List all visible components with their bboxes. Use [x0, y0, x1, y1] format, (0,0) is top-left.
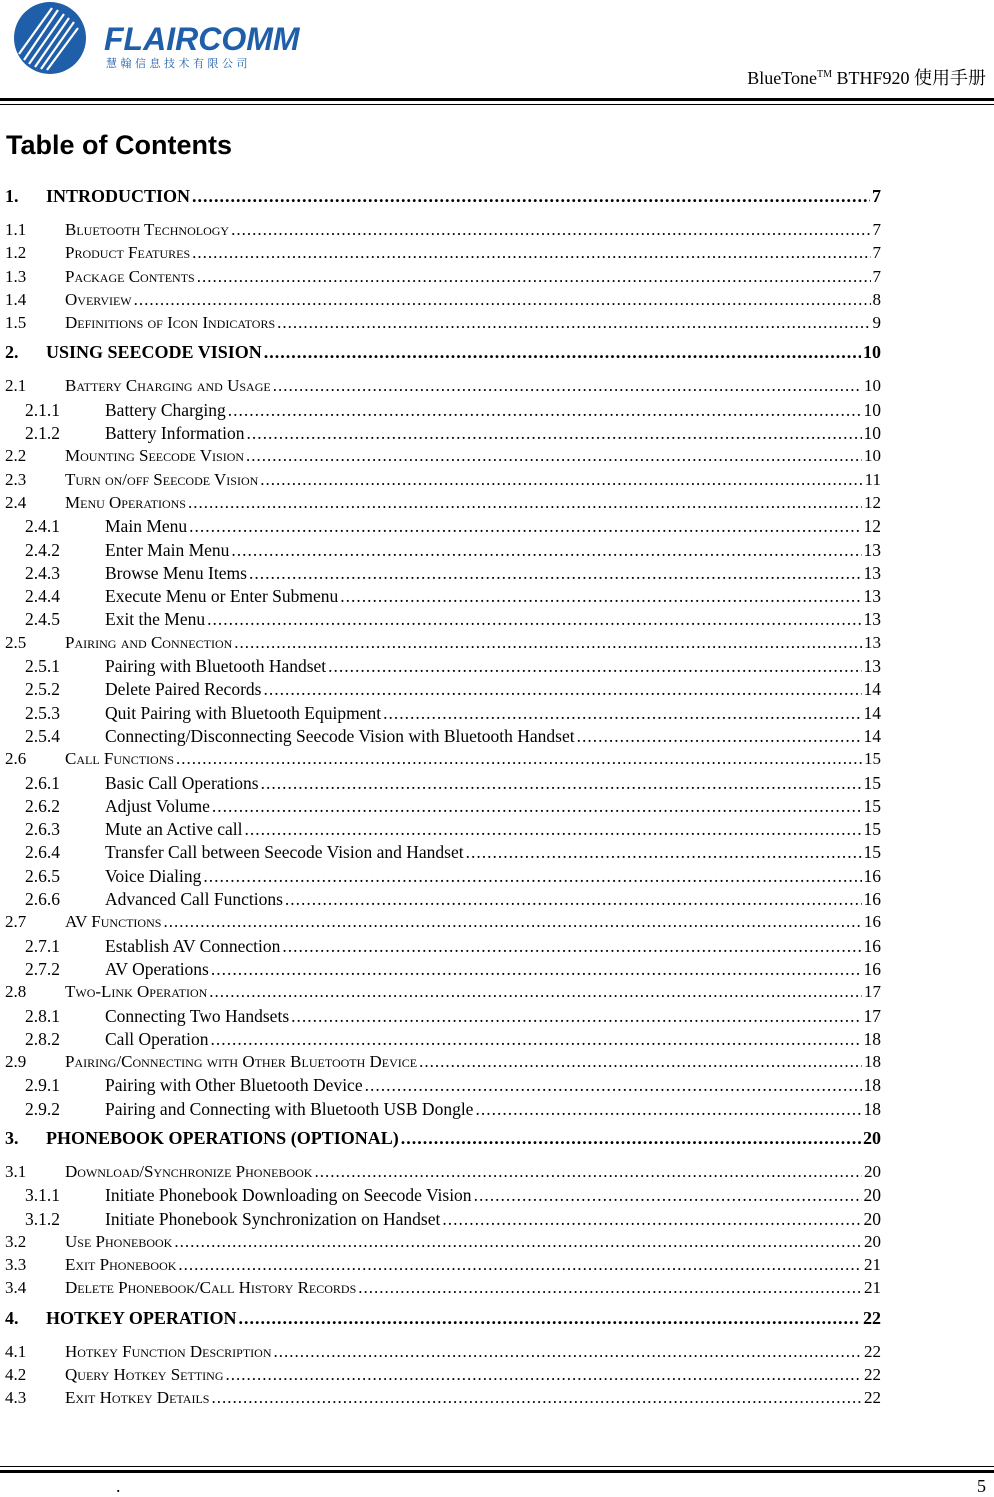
toc-entry-number: 2.6.1 [25, 772, 60, 793]
toc-entry-label: Exit Hotkey Details [65, 1388, 210, 1408]
toc-entry-number: 2.4.3 [25, 562, 60, 583]
toc-entry[interactable] [5, 1255, 881, 1278]
toc-leader-dots [176, 749, 862, 769]
toc-entry-page: 15 [864, 749, 881, 769]
toc-entry-number: 1.4 [5, 289, 27, 309]
toc-entry-number: 3.1.1 [25, 1185, 60, 1206]
toc-leader-dots [358, 1278, 862, 1298]
toc-entry[interactable] [5, 1278, 881, 1301]
toc-entry-page: 7 [872, 220, 881, 239]
toc-leader-dots [263, 679, 861, 700]
toc-entry[interactable] [5, 749, 881, 772]
toc-entry-page: 15 [863, 772, 881, 793]
toc-entry[interactable] [5, 889, 881, 912]
toc-leader-dots [261, 773, 862, 794]
toc-entry[interactable] [5, 982, 881, 1005]
toc-entry-label: Pairing and Connection [65, 632, 233, 652]
toc-leader-dots [188, 493, 862, 513]
toc-entry-page: 13 [863, 609, 881, 630]
toc-entry[interactable] [5, 773, 881, 796]
toc-entry[interactable] [5, 313, 881, 336]
toc-entry-page: 22 [863, 1307, 881, 1328]
toc-entry-label: Connecting/Disconnecting Seecode Vision with Bluetooth Handset [105, 725, 575, 746]
toc-entry-page: 13 [863, 562, 881, 583]
toc-entry-page: 17 [863, 1005, 881, 1026]
flaircomm-logo [6, 0, 306, 80]
toc-entry-label: Exit Phonebook [65, 1255, 177, 1275]
toc-entry[interactable] [5, 400, 881, 423]
toc-entry[interactable] [5, 819, 881, 842]
toc-entry-label: Turn on/off Seecode Vision [65, 469, 259, 489]
toc-entry-number: 2.6.4 [25, 842, 60, 863]
toc-heading: Table of Contents [6, 130, 232, 160]
toc-leader-dots [203, 866, 861, 887]
header-rule-thin [0, 104, 994, 105]
toc-leader-dots [207, 609, 861, 630]
toc-entry-page: 16 [864, 912, 881, 932]
toc-entry-page: 21 [864, 1278, 881, 1298]
toc-entry-page: 10 [863, 342, 881, 363]
toc-entry-page: 21 [864, 1255, 881, 1275]
toc-entry-number: 2.5.3 [25, 702, 60, 723]
toc-entry[interactable] [5, 1052, 881, 1075]
toc-leader-dots [189, 516, 861, 537]
toc-leader-dots [340, 586, 861, 607]
toc-entry-page: 20 [864, 1161, 881, 1181]
toc-entry[interactable] [5, 540, 881, 563]
toc-entry-page: 22 [864, 1365, 881, 1385]
toc-entry-label: Pairing with Bluetooth Handset [105, 656, 327, 677]
toc-entry-label: Pairing and Connecting with Bluetooth USB Dongle [105, 1098, 474, 1119]
toc-entry-number: 3.2 [5, 1231, 27, 1251]
toc-entry-label: Voice Dialing [105, 865, 202, 886]
toc-entry-label: Exit the Menu [105, 609, 206, 630]
logo-subtitle: 慧 翰 信 息 技 术 有 限 公 司 [106, 57, 248, 70]
toc-entry[interactable] [5, 267, 881, 290]
toc-entry-number: 2.4.5 [25, 609, 60, 630]
toc-entry[interactable] [5, 493, 881, 516]
toc-leader-dots [365, 1075, 862, 1096]
toc-leader-dots [209, 982, 862, 1002]
toc-entry-label: Battery Charging [105, 399, 226, 420]
toc-entry-label: Use Phonebook [65, 1231, 173, 1251]
toc-entry-number: 2.7.1 [25, 935, 60, 956]
toc-leader-dots [231, 220, 870, 240]
toc-entry[interactable] [5, 703, 881, 726]
toc-entry-number: 2.6.5 [25, 865, 60, 886]
toc-entry-label: Browse Menu Items [105, 562, 247, 583]
toc-entry-number: 1.1 [5, 220, 27, 239]
toc-entry-number: 2.1.2 [25, 423, 60, 444]
toc-entry[interactable] [5, 186, 881, 211]
toc-leader-dots [285, 889, 862, 910]
page-number: 5 [977, 1476, 986, 1496]
toc-entry-page: 17 [864, 982, 881, 1002]
toc-entry-page: 10 [863, 399, 881, 420]
footer-rule-thick [0, 1470, 994, 1473]
toc-leader-dots [474, 1185, 862, 1206]
toc-entry-page: 12 [864, 492, 881, 512]
toc-entry-number: 3.1.2 [25, 1208, 60, 1229]
toc-entry-number: 2.5.4 [25, 725, 60, 746]
toc-entry-page: 18 [863, 1028, 881, 1049]
toc-entry-label: PHONEBOOK OPERATIONS (OPTIONAL) [46, 1127, 399, 1148]
toc-entry-label: Advanced Call Functions [105, 889, 283, 910]
toc-entry-page: 13 [864, 632, 881, 652]
toc-entry[interactable] [5, 586, 881, 609]
toc-entry-page: 10 [864, 446, 881, 466]
toc-entry[interactable] [5, 563, 881, 586]
toc-entry[interactable] [5, 423, 881, 446]
toc-entry-number: 2. [5, 342, 19, 363]
header-rule-thick [0, 98, 994, 101]
toc-entry-number: 2.2 [5, 446, 27, 466]
toc-entry[interactable] [5, 1342, 881, 1365]
toc-entry[interactable] [5, 1029, 881, 1052]
toc-entry-label: Initiate Phonebook Downloading on Seecode Vision [105, 1185, 472, 1206]
toc-entry-page: 7 [872, 266, 881, 286]
toc-leader-dots [134, 290, 871, 310]
toc-entry-page: 22 [864, 1341, 881, 1361]
toc-leader-dots [239, 1308, 861, 1329]
toc-entry[interactable] [5, 470, 881, 493]
toc-leader-dots [211, 1388, 862, 1408]
toc-entry-label: INTRODUCTION [46, 186, 191, 206]
toc-entry-page: 16 [863, 935, 881, 956]
toc-entry-number: 2.4 [5, 492, 27, 512]
toc-entry-number: 2.1 [5, 376, 27, 396]
toc-entry-page: 15 [863, 795, 881, 816]
toc-entry-number: 2.4.2 [25, 539, 60, 560]
toc-entry[interactable] [5, 376, 881, 399]
toc-entry-label: Package Contents [65, 266, 195, 286]
toc-leader-dots [383, 703, 861, 724]
toc-entry-page: 12 [863, 516, 881, 537]
toc-leader-dots [442, 1209, 861, 1230]
toc-entry[interactable] [5, 1365, 881, 1388]
toc-entry-number: 3.1 [5, 1161, 27, 1181]
toc-entry-label: Main Menu [105, 516, 188, 537]
toc-entry-page: 9 [872, 313, 881, 333]
toc-leader-dots [260, 470, 862, 490]
toc-entry[interactable] [5, 1075, 881, 1098]
toc-entry[interactable] [5, 1185, 881, 1208]
toc-entry-number: 1.2 [5, 243, 27, 263]
toc-entry[interactable] [5, 912, 881, 935]
toc-leader-dots [273, 376, 862, 396]
toc-leader-dots [328, 656, 861, 677]
toc-entry-page: 20 [863, 1185, 881, 1206]
toc-entry-number: 1.3 [5, 266, 27, 286]
toc-entry[interactable] [5, 1128, 881, 1153]
toc-entry-number: 2.5.1 [25, 656, 60, 677]
toc-leader-dots [246, 446, 862, 466]
toc-leader-dots [277, 313, 870, 333]
toc-entry-label: Quit Pairing with Bluetooth Equipment [105, 702, 382, 723]
toc-entry-label: Transfer Call between Seecode Vision and Handset [105, 842, 464, 863]
toc-leader-dots [234, 633, 862, 653]
toc-entry[interactable] [5, 1388, 881, 1411]
toc-leader-dots [249, 563, 862, 584]
toc-leader-dots [211, 1029, 862, 1050]
toc-entry-page: 7 [872, 186, 881, 206]
toc-entry[interactable] [5, 243, 881, 266]
table-of-contents [5, 180, 881, 1412]
toc-leader-dots [226, 1365, 863, 1385]
toc-entry-number: 3.3 [5, 1255, 27, 1275]
toc-entry-page: 15 [863, 842, 881, 863]
toc-entry-label: Download/Synchronize Phonebook [65, 1161, 313, 1181]
toc-leader-dots [245, 819, 862, 840]
toc-entry-number: 2.8 [5, 982, 27, 1002]
toc-entry-label: Execute Menu or Enter Submenu [105, 586, 339, 607]
toc-entry-page: 20 [864, 1231, 881, 1251]
toc-entry-number: 2.5 [5, 632, 27, 652]
toc-entry-label: Initiate Phonebook Synchronization on Handset [105, 1208, 441, 1229]
toc-entry-number: 3.4 [5, 1278, 27, 1298]
toc-entry[interactable] [5, 1099, 881, 1122]
toc-entry-page: 14 [863, 725, 881, 746]
model-title: BTHF920 使用手册 [831, 68, 986, 88]
toc-entry-page: 14 [863, 702, 881, 723]
toc-entry-number: 4.2 [5, 1365, 27, 1385]
toc-entry-label: Pairing with Other Bluetooth Device [105, 1075, 363, 1096]
toc-leader-dots [211, 959, 862, 980]
toc-entry-label: Delete Paired Records [105, 679, 262, 700]
toc-entry-number: 2.6.2 [25, 795, 60, 816]
toc-entry-number: 2.7 [5, 912, 27, 932]
toc-entry-page: 7 [872, 243, 881, 263]
toc-entry-number: 1. [5, 186, 19, 206]
toc-entry-label: Product Features [65, 243, 191, 263]
toc-entry-page: 13 [863, 656, 881, 677]
toc-entry-number: 2.8.1 [25, 1005, 60, 1026]
toc-entry-page: 18 [863, 1075, 881, 1096]
toc-entry-page: 13 [863, 539, 881, 560]
toc-leader-dots [192, 243, 870, 263]
toc-entry[interactable] [5, 633, 881, 656]
toc-leader-dots [197, 267, 871, 287]
toc-entry-number: 4. [5, 1307, 19, 1328]
toc-leader-dots [264, 342, 861, 363]
toc-entry-label: HOTKEY OPERATION [46, 1307, 237, 1328]
toc-entry-label: Overview [65, 289, 132, 309]
toc-entry[interactable] [5, 796, 881, 819]
toc-leader-dots [212, 796, 862, 817]
toc-entry-number: 2.9.2 [25, 1098, 60, 1119]
toc-entry-page: 14 [863, 679, 881, 700]
toc-entry[interactable] [5, 959, 881, 982]
toc-leader-dots [282, 936, 861, 957]
toc-entry-number: 3. [5, 1127, 19, 1148]
toc-entry[interactable] [5, 516, 881, 539]
toc-entry[interactable] [5, 1308, 881, 1333]
toc-leader-dots [419, 1052, 862, 1072]
toc-entry-number: 2.6.3 [25, 819, 60, 840]
toc-entry[interactable] [5, 726, 881, 749]
logo-name: FLAIRCOMM [104, 21, 300, 57]
toc-entry-page: 11 [864, 469, 881, 489]
toc-entry-label: Hotkey Function Description [65, 1341, 272, 1361]
toc-entry-label: Call Functions [65, 749, 175, 769]
toc-leader-dots [577, 726, 862, 747]
toc-entry-label: Mute an Active call [105, 819, 243, 840]
toc-entry-number: 4.1 [5, 1341, 27, 1361]
trademark: TM [816, 69, 832, 80]
toc-entry-label: AV Functions [65, 912, 162, 932]
toc-entry-page: 20 [863, 1208, 881, 1229]
toc-entry[interactable] [5, 609, 881, 632]
toc-entry-label: Delete Phonebook/Call History Records [65, 1278, 357, 1298]
toc-entry-number: 2.9.1 [25, 1075, 60, 1096]
toc-entry-number: 2.7.2 [25, 958, 60, 979]
toc-entry[interactable] [5, 1209, 881, 1232]
toc-entry-label: USING SEECODE VISION [46, 342, 262, 363]
toc-leader-dots [475, 1099, 861, 1120]
toc-entry-number: 2.8.2 [25, 1028, 60, 1049]
toc-entry-page: 18 [864, 1052, 881, 1072]
brand-name: BlueTone [747, 68, 817, 88]
toc-entry-number: 1.5 [5, 313, 27, 333]
toc-entry-number: 2.6.6 [25, 889, 60, 910]
toc-entry-label: Adjust Volume [105, 795, 210, 816]
toc-leader-dots [466, 842, 862, 863]
toc-entry-page: 15 [863, 819, 881, 840]
toc-entry-label: Call Operation [105, 1028, 209, 1049]
toc-entry-number: 2.1.1 [25, 399, 60, 420]
toc-leader-dots [174, 1232, 862, 1252]
toc-entry-label: Query Hotkey Setting [65, 1365, 224, 1385]
toc-entry-label: Definitions of Icon Indicators [65, 313, 276, 333]
toc-entry[interactable] [5, 1232, 881, 1255]
toc-entry[interactable] [5, 1006, 881, 1029]
toc-entry-page: 13 [863, 586, 881, 607]
toc-entry[interactable] [5, 679, 881, 702]
toc-entry-label: Enter Main Menu [105, 539, 230, 560]
toc-leader-dots [192, 186, 870, 207]
toc-entry-number: 2.4.4 [25, 586, 60, 607]
toc-leader-dots [163, 912, 862, 932]
toc-entry-page: 20 [863, 1127, 881, 1148]
toc-entry[interactable] [5, 290, 881, 313]
toc-entry-number: 2.9 [5, 1052, 27, 1072]
toc-entry-label: Menu Operations [65, 492, 186, 512]
toc-entry-number: 2.6 [5, 749, 27, 769]
toc-leader-dots [291, 1006, 861, 1027]
toc-leader-dots [231, 540, 861, 561]
toc-entry-page: 8 [872, 289, 881, 309]
toc-entry[interactable] [5, 656, 881, 679]
toc-entry-page: 16 [863, 865, 881, 886]
toc-entry[interactable] [5, 866, 881, 889]
toc-entry-label: Establish AV Connection [105, 935, 281, 956]
toc-entry[interactable] [5, 1162, 881, 1185]
toc-entry[interactable] [5, 446, 881, 469]
toc-entry-label: Bluetooth Technology [65, 220, 230, 239]
toc-entry-label: Two-Link Operation [65, 982, 208, 1002]
toc-entry-page: 22 [864, 1388, 881, 1408]
toc-leader-dots [178, 1255, 862, 1275]
footer-rule-thin [0, 1466, 994, 1467]
toc-entry-page: 16 [863, 889, 881, 910]
toc-entry-page: 10 [863, 423, 881, 444]
toc-entry-label: Pairing/Connecting with Other Bluetooth Device [65, 1052, 418, 1072]
toc-entry-page: 16 [863, 958, 881, 979]
toc-entry-label: Mounting Seecode Vision [65, 446, 245, 466]
footer-dot: . [116, 1476, 121, 1496]
toc-entry-page: 10 [864, 376, 881, 396]
toc-entry-number: 2.5.2 [25, 679, 60, 700]
toc-entry[interactable] [5, 842, 881, 865]
toc-entry-page: 18 [863, 1098, 881, 1119]
toc-entry-number: 4.3 [5, 1388, 27, 1408]
document-title [747, 64, 986, 90]
toc-entry-label: AV Operations [105, 958, 209, 979]
toc-entry-number: 2.3 [5, 469, 27, 489]
toc-entry-label: Battery Charging and Usage [65, 376, 271, 396]
toc-entry[interactable] [5, 936, 881, 959]
toc-leader-dots [314, 1162, 862, 1182]
toc-leader-dots [401, 1128, 861, 1149]
toc-entry-label: Connecting Two Handsets [105, 1005, 290, 1026]
toc-entry[interactable] [5, 342, 881, 367]
toc-leader-dots [246, 423, 861, 444]
toc-entry-number: 2.4.1 [25, 516, 60, 537]
toc-entry[interactable] [5, 220, 881, 243]
toc-entry-label: Battery Information [105, 423, 245, 444]
toc-leader-dots [228, 400, 862, 421]
toc-entry-label: Basic Call Operations [105, 772, 259, 793]
toc-leader-dots [274, 1342, 862, 1362]
